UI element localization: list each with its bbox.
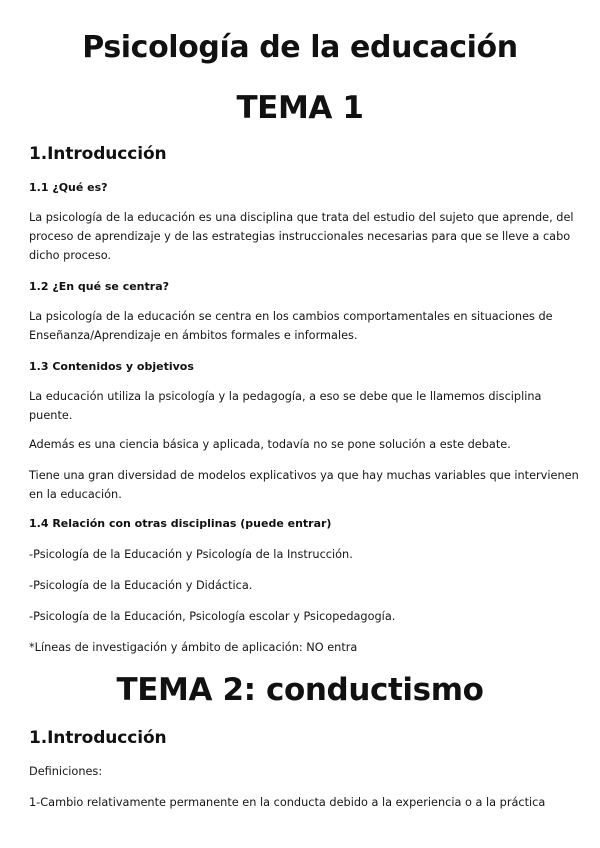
text-line: Además es una ciencia básica y aplicada, todavía no se pone solución a este debate. xyxy=(29,438,511,451)
text-line: *Líneas de investigación y ámbito de aplicación: NO entra xyxy=(29,641,358,654)
subsection-heading-1-4: 1.4 Relación con otras disciplinas (puede entrar) xyxy=(29,517,332,530)
paragraph-en-que-se-centra xyxy=(29,307,574,345)
text-line: -Psicología de la Educación y Psicología de la Instrucción. xyxy=(29,548,353,561)
list-item-psicopedagogia xyxy=(29,607,574,626)
text-line: La psicología de la educación es una disciplina que trata del estudio del sujeto que aprende, del xyxy=(29,211,574,224)
text-line: 1-Cambio relativamente permanente en la conducta debido a la experiencia o a la práctica xyxy=(29,796,546,809)
subsection-heading-1-1: 1.1 ¿Qué es? xyxy=(29,181,108,194)
text-line: proceso de aprendizaje y de las estrategias instruccionales necesarias para que se lleve a cabo xyxy=(29,230,571,243)
tema1-title: TEMA 1 xyxy=(236,90,364,126)
list-item-didactica xyxy=(29,576,574,595)
text-line: -Psicología de la Educación y Didáctica. xyxy=(29,579,253,592)
subsection-heading-1-2: 1.2 ¿En qué se centra? xyxy=(29,280,170,293)
list-item-instruccion xyxy=(29,545,574,564)
document-title: Psicología de la educación xyxy=(82,30,518,65)
text-line: La educación utiliza la psicología y la pedagogía, a eso se debe que le llamemos disciplina xyxy=(29,390,542,403)
paragraph-modelos-explicativos xyxy=(29,466,579,504)
text-line: Definiciones: xyxy=(29,765,103,778)
text-line: en la educación. xyxy=(29,488,122,501)
paragraph-definicion-1 xyxy=(29,793,574,812)
text-line: -Psicología de la Educación, Psicología escolar y Psicopedagogía. xyxy=(29,610,396,623)
tema2-section-heading: 1.Introducción xyxy=(29,728,167,748)
text-line: puente. xyxy=(29,409,73,422)
paragraph-que-es xyxy=(29,208,574,265)
paragraph-definiciones xyxy=(29,762,574,781)
subsection-heading-1-3: 1.3 Contenidos y objetivos xyxy=(29,360,194,373)
paragraph-ciencia-basica xyxy=(29,435,574,454)
text-line: dicho proceso. xyxy=(29,249,112,262)
tema1-section-heading: 1.Introducción xyxy=(29,144,167,164)
tema2-title: TEMA 2: conductismo xyxy=(116,672,484,708)
text-line: La psicología de la educación se centra en los cambios comportamentales en situaciones de xyxy=(29,310,553,323)
text-line: Tiene una gran diversidad de modelos explicativos ya que hay muchas variables que intervienen xyxy=(29,469,579,482)
note-no-entra xyxy=(29,638,574,657)
text-line: Enseñanza/Aprendizaje en ámbitos formales e informales. xyxy=(29,329,358,342)
paragraph-disciplina-puente xyxy=(29,387,574,425)
